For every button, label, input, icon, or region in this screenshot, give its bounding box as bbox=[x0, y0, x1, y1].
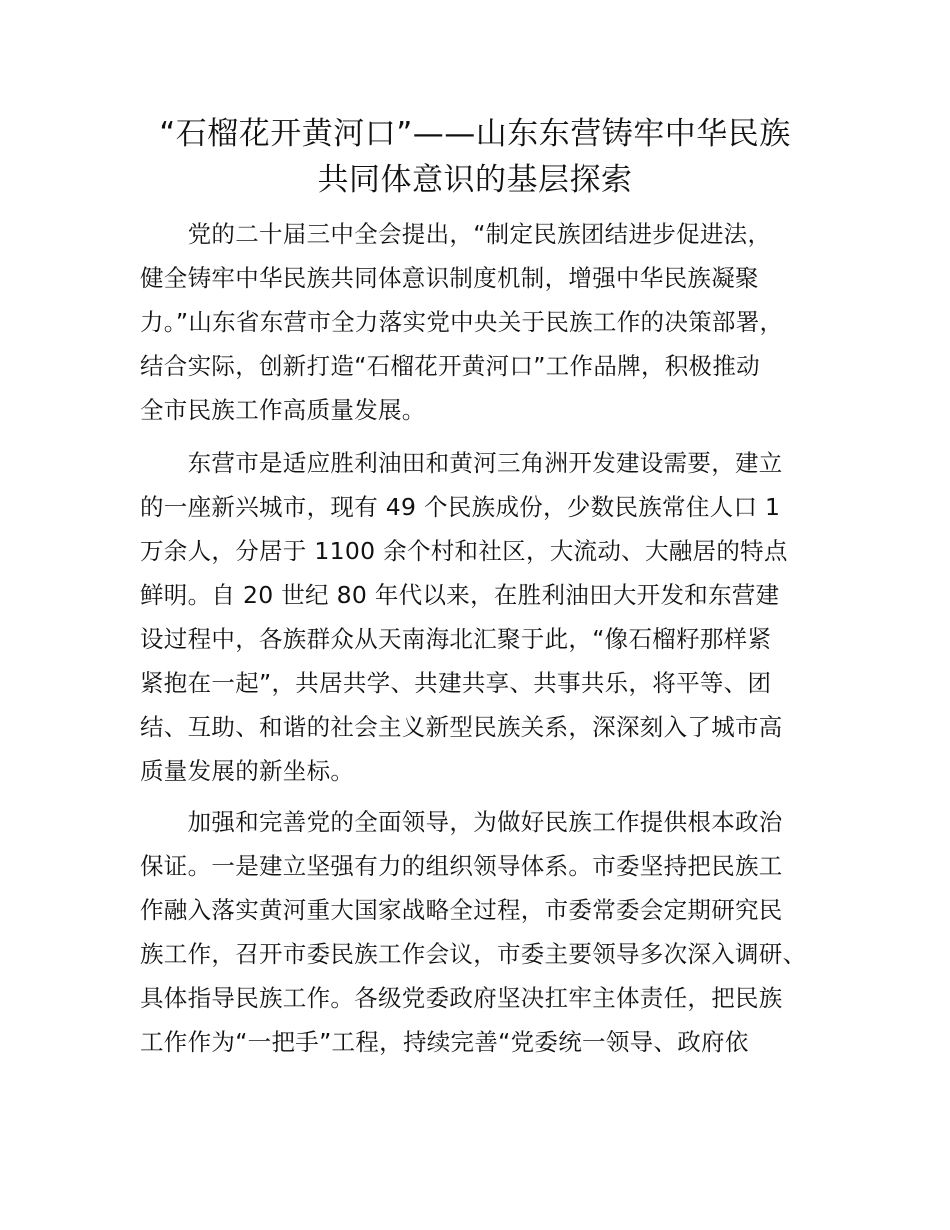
paragraph-line: 万余人，分居于 1100 余个村和社区，大流动、大融居的特点 bbox=[140, 537, 788, 565]
paragraph-line: 结合实际，创新打造“石榴花开黄河口”工作品牌，积极推动 bbox=[140, 352, 760, 380]
paragraph-line: 保证。一是建立坚强有力的组织领导体系。市委坚持把民族工 bbox=[140, 852, 783, 880]
paragraph-line: 结、互助、和谐的社会主义新型民族关系，深深刻入了城市高 bbox=[140, 713, 783, 741]
paragraph-line: 作融入落实黄河重大国家战略全过程，市委常委会定期研究民 bbox=[140, 896, 783, 924]
paragraph-line: 设过程中，各族群众从天南海北汇聚于此，“像石榴籽那样紧 bbox=[140, 625, 772, 653]
paragraph-line: 工作作为“一把手”工程，持续完善“党委统一领导、政府依 bbox=[140, 1028, 749, 1056]
paragraph-line: 鲜明。自 20 世纪 80 年代以来，在胜利油田大开发和东营建 bbox=[140, 581, 780, 609]
paragraph-line: 族工作，召开市委民族工作会议，市委主要领导多次深入调研、 bbox=[140, 940, 807, 968]
document-title-line-1: “石榴花开黄河口”——山东东营铸牢中华民族 bbox=[159, 116, 791, 152]
paragraph-line: 东营市是适应胜利油田和黄河三角洲开发建设需要，建立 bbox=[140, 449, 783, 477]
paragraph-line: 的一座新兴城市，现有 49 个民族成份，少数民族常住人口 1 bbox=[140, 493, 781, 521]
paragraph-line: 党的二十届三中全会提出，“制定民族团结进步促进法， bbox=[140, 220, 772, 248]
paragraph-line: 力。”山东省东营市全力落实党中央关于民族工作的决策部署， bbox=[140, 308, 784, 336]
paragraph-line: 紧抱在一起”，共居共学、共建共享、共事共乐，将平等、团 bbox=[140, 669, 772, 697]
document-title-line-2: 共同体意识的基层探索 bbox=[317, 162, 633, 198]
paragraph-line: 全市民族工作高质量发展。 bbox=[140, 396, 426, 424]
paragraph-line: 加强和完善党的全面领导，为做好民族工作提供根本政治 bbox=[140, 808, 783, 836]
paragraph-line: 健全铸牢中华民族共同体意识制度机制，增强中华民族凝聚 bbox=[140, 264, 759, 292]
paragraph-line: 具体指导民族工作。各级党委政府坚决扛牢主体责任，把民族 bbox=[140, 984, 783, 1012]
paragraph-line: 质量发展的新坐标。 bbox=[140, 757, 355, 785]
